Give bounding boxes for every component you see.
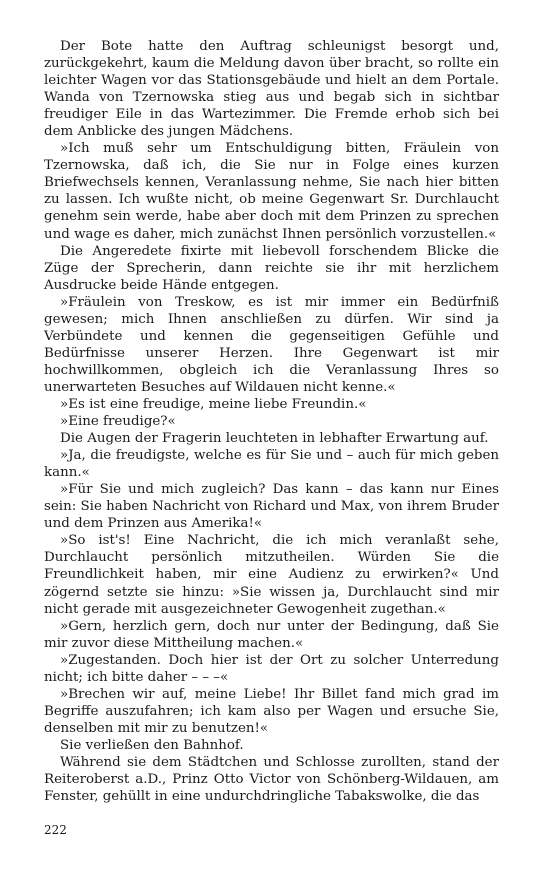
page-number: 222 (44, 823, 67, 837)
paragraph: Der Bote hatte den Auftrag schleunigst besorgt und, zurückgekehrt, kaum die Meldung davon über bracht, so rollte ein leichter Wagen vor das Stationsgebäude und hielt an dem Portale. Wanda von Tzernowska stieg aus und begab sich in sichtbar freudiger Eile in das Wartezimmer. Die Fremde erhob sich bei dem Anblicke des jungen Mädchens. (44, 39, 499, 140)
paragraph: »Brechen wir auf, meine Liebe! Ihr Billet fand mich grad im Begriffe auszufahren; ich kam also per Wagen und ersuche Sie, denselben mit mir zu benutzen!« (44, 686, 499, 736)
paragraph: »Zugestanden. Doch hier ist der Ort zu solcher Unterredung nicht; ich bitte daher – – –« (44, 652, 499, 685)
page-text (44, 38, 499, 805)
paragraph: »Ich muß sehr um Entschuldigung bitten, Fräulein von Tzernowska, daß ich, die Sie nur in Folge eines kurzen Briefwechsels kennen, Veranlassung nehme, Sie nach hier bitten zu lassen. Ich wußte nicht, ob meine Gegenwart Sr. Durchlaucht genehm sein werde, habe aber doch mit dem Prinzen zu sprechen und wage es daher, mich zunächst Ihnen persönlich vorzustellen.« (44, 141, 499, 242)
paragraph: »Für Sie und mich zugleich? Das kann – das kann nur Eines sein: Sie haben Nachricht von Richard und Max, von ihrem Bruder und dem Prinzen aus Amerika!« (44, 482, 499, 532)
paragraph: »So ist's! Eine Nachricht, die ich mich veranlaßt sehe, Durchlaucht persönlich mitzutheilen. Würden Sie die Freundlichkeit haben, mir eine Audienz zu erwirken?« Und zögernd setzte sie hinzu: »Sie wissen ja, Durchlaucht sind mir nicht gerade mit ausgezeichneter Gewogenheit zugethan.« (44, 533, 499, 617)
paragraph: »Gern, herzlich gern, doch nur unter der Bedingung, daß Sie mir zuvor diese Mittheilung machen.« (44, 618, 499, 651)
paragraph: Die Angeredete fixirte mit liebevoll forschendem Blicke die Züge der Sprecherin, dann reichte sie ihr mit herzlichem Ausdrucke beide Hände entgegen. (44, 243, 499, 293)
paragraph: »Eine freudige?« (60, 414, 176, 430)
paragraph: Die Augen der Fragerin leuchteten in lebhafter Erwartung auf. (60, 431, 489, 447)
paragraph: Sie verließen den Bahnhof. (60, 737, 244, 753)
paragraph: »Ja, die freudigste, welche es für Sie und – auch für mich geben kann.« (44, 448, 499, 481)
paragraph: Während sie dem Städtchen und Schlosse zurollten, stand der Reiteroberst a.D., Prinz Otto Victor von Schönberg-Wildauen, am Fenster, gehüllt in eine undurchdringliche Tabakswolke, die das (44, 754, 499, 805)
paragraph: »Fräulein von Treskow, es ist mir immer ein Bedürfniß gewesen; mich Ihnen anschließen zu dürfen. Wir sind ja Verbündete und kennen die gegenseitigen Gefühle und Bedürfnisse unserer Herzen. Ihre Gegenwart ist mir hochwillkommen, obgleich ich die Veranlassung Ihres so unerwarteten Besuches auf Wildauen nicht kenne.« (44, 294, 499, 395)
paragraph: »Es ist eine freudige, meine liebe Freundin.« (60, 396, 367, 412)
